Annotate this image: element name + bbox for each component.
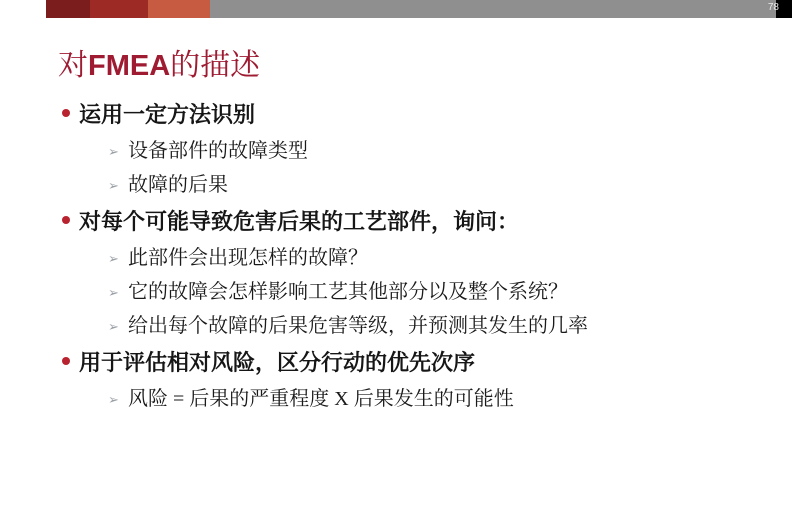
list-item [62, 312, 762, 340]
list-item [62, 278, 762, 306]
list-item-label: 此部件会出现怎样的故障？ [128, 247, 368, 269]
list-item-label: 设备部件的故障类型 [128, 140, 308, 162]
list-item-label: 给出每个故障的后果危害等级，并预测其发生的几率 [128, 315, 588, 337]
round-bullet-icon [62, 348, 79, 365]
page-title-latin: FMEA [88, 50, 171, 82]
page-title-prefix: 对 [58, 49, 88, 82]
list-item [62, 171, 762, 199]
arrow-bullet-icon: ➢ [108, 392, 119, 407]
list-item [62, 385, 762, 413]
slide-body [62, 100, 762, 419]
top-bar-segment-gray [210, 0, 776, 18]
list-item [62, 137, 762, 165]
top-bar-segment-dark-red [46, 0, 90, 18]
arrow-bullet-icon: ➢ [108, 144, 119, 159]
list-item [62, 244, 762, 272]
list-item [62, 348, 762, 378]
list-item-label: 故障的后果 [128, 174, 228, 196]
round-bullet-icon [62, 100, 79, 117]
top-bar-segment-red [90, 0, 148, 18]
list-item-label: 风险 = 后果的严重程度 X 后果发生的可能性 [128, 388, 514, 410]
arrow-bullet-icon: ➢ [108, 251, 119, 266]
page-title-suffix: 的描述 [170, 49, 261, 82]
top-bar-segment-white [0, 0, 46, 18]
arrow-bullet-icon: ➢ [108, 285, 119, 300]
round-bullet-icon [62, 207, 79, 224]
list-item-label: 它的故障会怎样影响工艺其他部分以及整个系统？ [128, 281, 568, 303]
list-item [62, 100, 762, 130]
arrow-bullet-icon: ➢ [108, 319, 119, 334]
list-item-label: 对每个可能导致危害后果的工艺部件，询问： [79, 209, 520, 234]
list-item [62, 207, 762, 237]
list-item-label: 用于评估相对风险，区分行动的优先次序 [79, 350, 476, 375]
arrow-bullet-icon: ➢ [108, 178, 119, 193]
page-title [58, 40, 260, 84]
top-bar-segment-light-red [148, 0, 210, 18]
page-number: 78 [767, 2, 779, 13]
decorative-top-bar [0, 0, 792, 18]
list-item-label: 运用一定方法识别 [79, 102, 256, 127]
